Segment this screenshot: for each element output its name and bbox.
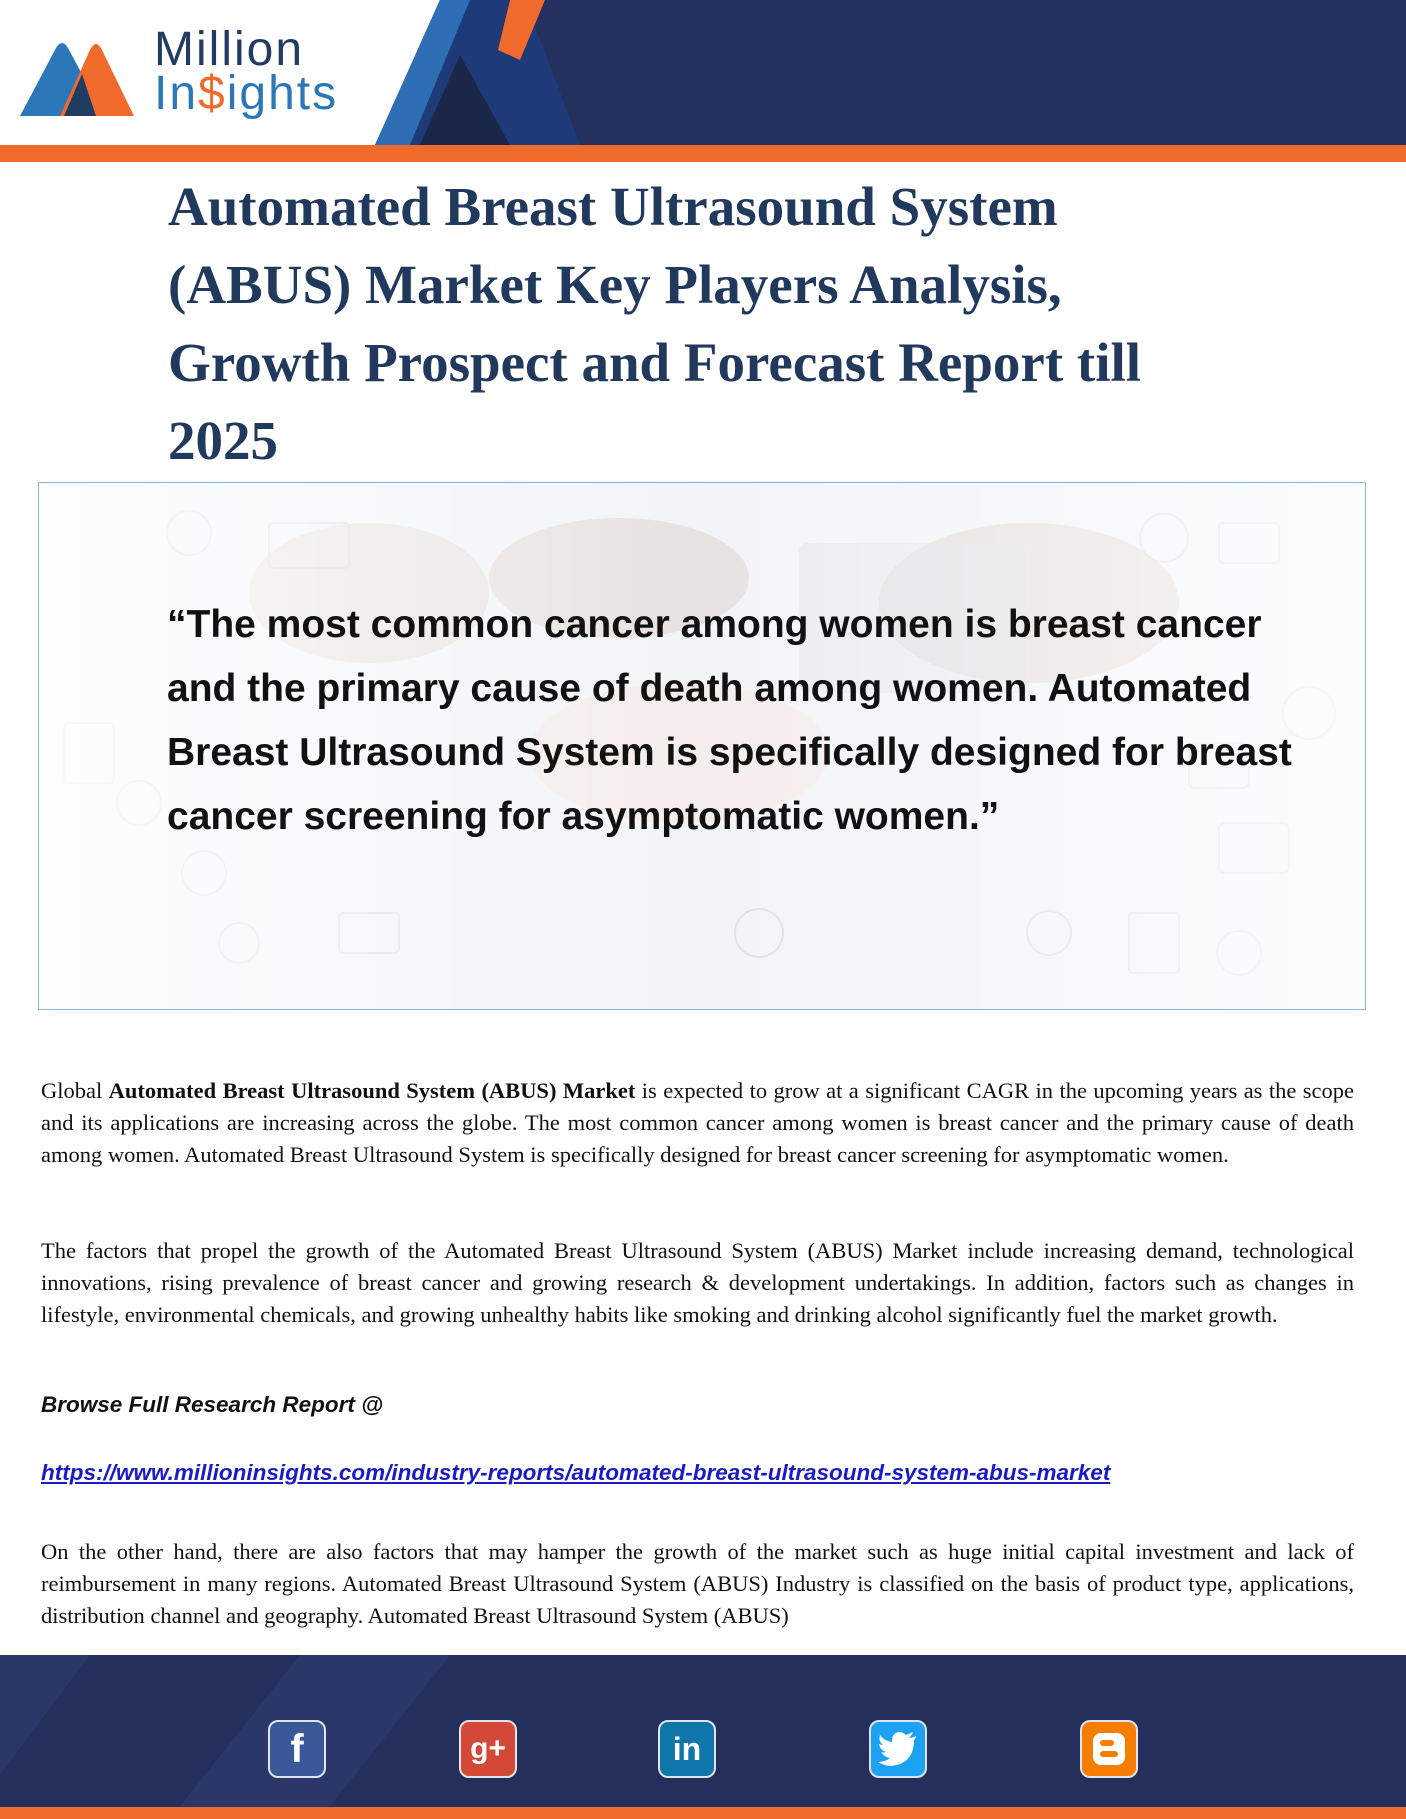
twitter-icon[interactable] (869, 1720, 927, 1778)
brand-name-line1: Million (154, 23, 305, 76)
blogger-b-icon (1091, 1731, 1127, 1767)
intro-paragraph (41, 1075, 1354, 1171)
brand-logo-icon (12, 28, 142, 128)
intro-market-name: Automated Breast Ultrasound System (ABUS) Market (108, 1078, 636, 1103)
brand-name-line2 (154, 67, 339, 120)
intro-prefix: Global (41, 1078, 109, 1103)
brand-dollar-glyph: $ (198, 67, 227, 120)
twitter-bird-icon (878, 1732, 918, 1766)
restraints-paragraph: On the other hand, there are also factors that may hamper the growth of the market such as huge initial capital investment and lack of reimbursement in many regions. Automated Breast Ultrasound System (ABUS) Industry is classified on the basis of product type, applications, distribution channel and geography. Automated Breast Ultrasound System (ABUS) (41, 1539, 1354, 1628)
brand-name-part: ights (226, 67, 339, 120)
page-title: Automated Breast Ultrasound System (ABUS) Market Key Players Analysis, Growth Prospect and Forecast Report till 2025 (168, 176, 1142, 471)
brand-name (154, 23, 339, 120)
brand-logo[interactable] (12, 23, 352, 138)
google-plus-icon[interactable]: g+ (459, 1720, 517, 1778)
banner-quote: “The most common cancer among women is breast cancer and the primary cause of death among women. Automated Breast Ultrasound System is specifically designed for breast cancer screening for asymptomatic women.” (167, 603, 1292, 838)
linkedin-icon[interactable]: in (658, 1720, 716, 1778)
report-link[interactable]: https://www.millioninsights.com/industry-reports/automated-breast-ultrasound-system-abus-market (41, 1460, 1111, 1485)
facebook-icon[interactable]: f (268, 1720, 326, 1778)
browse-report-label: Browse Full Research Report @ (41, 1392, 384, 1417)
quote-banner (38, 482, 1366, 1010)
blogger-icon[interactable] (1080, 1720, 1138, 1778)
intro-suffix: is expected to grow at a significant CAGR in the upcoming years as the scope and its applications are increasing across the globe. The most common cancer among women is breast cancer and the primary cause of death among women. Automated Breast Ultrasound System is specifically designed for breast cancer screening for asymptomatic women. (41, 1078, 1354, 1167)
brand-name-part: In (154, 67, 199, 120)
growth-factors-paragraph: The factors that propel the growth of the Automated Breast Ultrasound System (ABUS) Market include increasing demand, technological innovations, rising prevalence of breast cancer and growing research & development undertakings. In addition, factors such as changes in lifestyle, environmental chemicals, and growing unhealthy habits like smoking and drinking alcohol significantly fuel the market growth. (41, 1238, 1354, 1327)
page-header (0, 0, 1406, 165)
